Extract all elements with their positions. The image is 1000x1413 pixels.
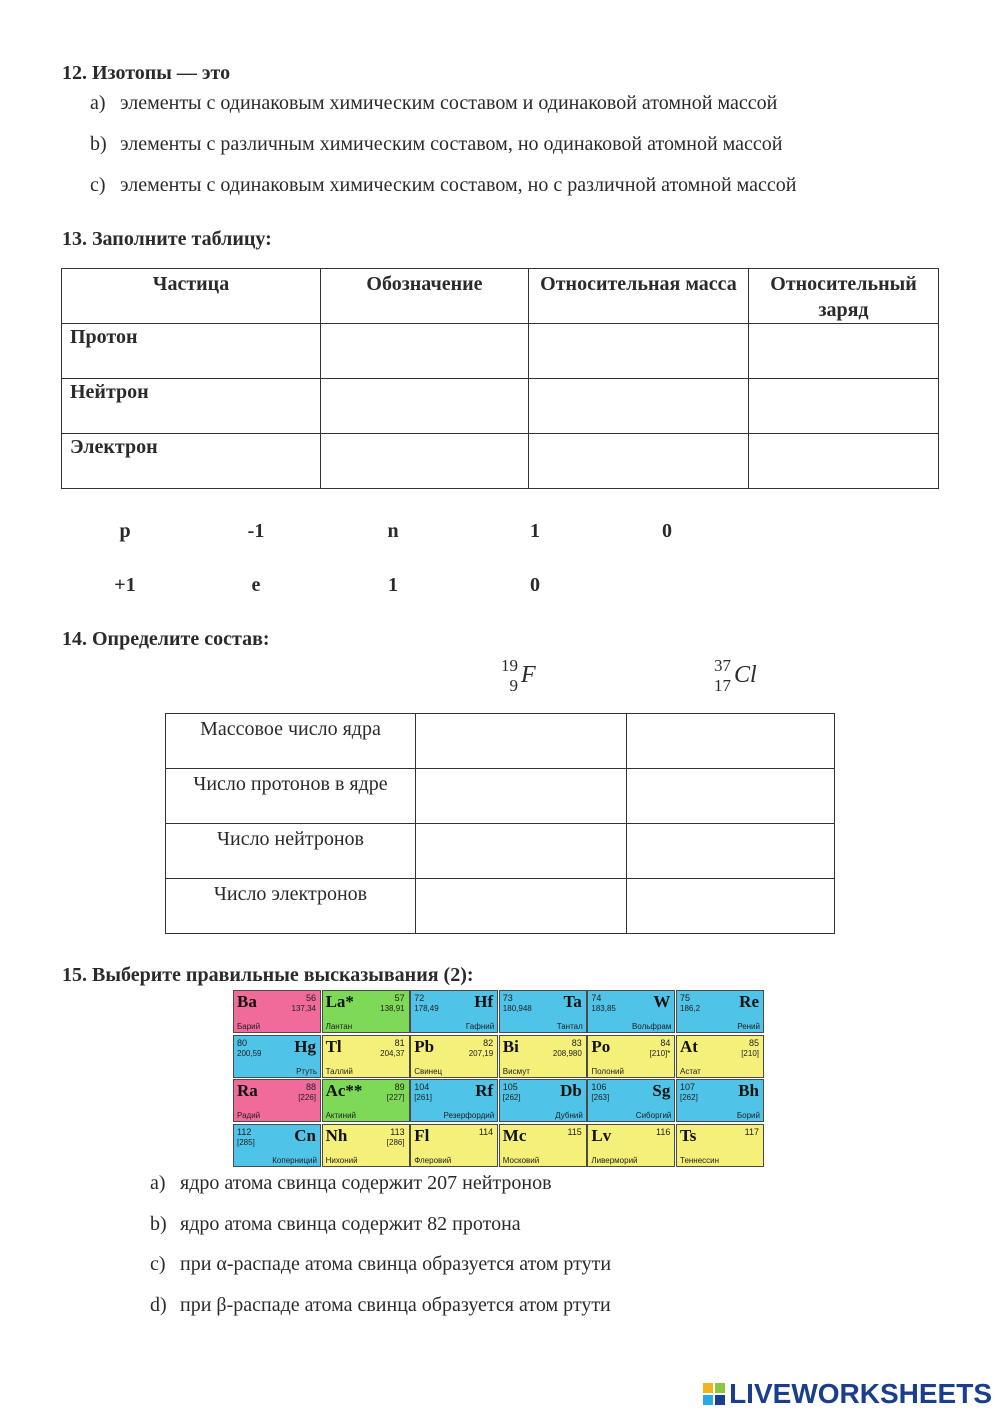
element-symbol: Fl xyxy=(414,1125,430,1145)
element-mass: 183,85 xyxy=(591,1004,616,1013)
element-mass: [227] xyxy=(386,1093,405,1102)
element-number: 82 xyxy=(483,1037,494,1048)
row-label-electrons: Число электронов xyxy=(166,879,416,934)
element-symbol: Ba xyxy=(237,992,257,1011)
element-symbol: Ra xyxy=(237,1081,258,1100)
answer-cell[interactable] xyxy=(529,324,749,379)
element-cell xyxy=(587,1035,675,1078)
element-number: 56 xyxy=(305,993,316,1003)
option-letter: c) xyxy=(90,174,106,196)
answer-cell[interactable] xyxy=(416,824,627,879)
element-symbol: Po xyxy=(591,1036,611,1056)
element-cell xyxy=(322,1124,410,1167)
element-number: 105 xyxy=(502,1082,518,1092)
element-name: Ливерморий xyxy=(591,1155,638,1165)
mass-number: 37 xyxy=(714,656,731,675)
header-relative-charge: Относительный заряд xyxy=(749,269,939,324)
q15-option-c[interactable] xyxy=(150,1253,611,1276)
option-letter: a) xyxy=(150,1172,166,1194)
answer-cell[interactable] xyxy=(416,769,627,824)
option-letter: b) xyxy=(90,133,107,155)
element-cell xyxy=(233,1124,321,1167)
element-cell xyxy=(499,1035,587,1078)
element-symbol: Hf xyxy=(474,992,494,1011)
drag-token[interactable]: p xyxy=(119,520,131,542)
element-number: 117 xyxy=(744,1126,759,1137)
isotope-fluorine xyxy=(490,656,560,700)
isotope-chlorine xyxy=(703,656,783,700)
element-name: Вольфрам xyxy=(631,1022,672,1031)
row-label-electron: Электрон xyxy=(62,434,321,489)
element-mass: 186,2 xyxy=(680,1004,701,1013)
element-name: Московий xyxy=(502,1155,540,1165)
element-name: Рений xyxy=(737,1022,760,1031)
element-symbol: Pb xyxy=(414,1036,435,1056)
option-text: элементы с различным химическим составом, но одинаковой атомной массой xyxy=(120,133,783,155)
mass-number: 19 xyxy=(501,656,518,675)
element-cell xyxy=(322,990,410,1033)
element-name: Коперниций xyxy=(272,1155,317,1165)
element-symbol: Ac** xyxy=(325,1081,363,1100)
q12-title: 12. Изотопы — это xyxy=(62,62,231,84)
logo-text: LIVEWORKSHEETS xyxy=(729,1378,992,1409)
element-number: 88 xyxy=(305,1082,316,1092)
element-number: 72 xyxy=(414,993,425,1003)
element-mass: [210] xyxy=(741,1048,759,1058)
element-cell xyxy=(410,990,498,1033)
element-number: 83 xyxy=(571,1037,582,1048)
drag-token[interactable]: +1 xyxy=(114,574,136,596)
element-name: Астат xyxy=(680,1066,701,1076)
row-label-neutron: Нейтрон xyxy=(62,379,321,434)
periodic-table-fragment xyxy=(233,990,765,1168)
element-name: Дубний xyxy=(555,1111,583,1120)
element-symbol: F xyxy=(521,662,536,688)
element-symbol: Db xyxy=(560,1081,582,1100)
element-number: 115 xyxy=(567,1126,582,1137)
element-mass: 178,49 xyxy=(414,1004,439,1013)
element-mass: [210]* xyxy=(649,1048,671,1058)
header-relative-mass: Относительная масса xyxy=(529,269,749,324)
element-symbol: Bi xyxy=(502,1036,519,1056)
header-symbol: Обозначение xyxy=(321,269,529,324)
element-name: Полоний xyxy=(591,1066,624,1076)
element-mass: 204,37 xyxy=(380,1048,405,1058)
element-name: Сиборгий xyxy=(635,1111,672,1120)
logo-icon xyxy=(703,1383,725,1405)
element-symbol: Rf xyxy=(475,1081,494,1100)
element-mass: 207,19 xyxy=(468,1048,494,1058)
element-symbol: At xyxy=(680,1036,698,1056)
q15-option-b[interactable] xyxy=(150,1213,521,1236)
element-name: Борий xyxy=(736,1111,760,1120)
option-text: ядро атома свинца содержит 207 нейтронов xyxy=(180,1172,552,1194)
option-text: элементы с одинаковым химическим составом, но с различной атомной массой xyxy=(120,174,797,196)
option-letter: c) xyxy=(150,1253,166,1275)
element-number: 116 xyxy=(656,1126,671,1137)
element-name: Висмут xyxy=(502,1066,530,1076)
element-cell xyxy=(410,1079,498,1122)
element-name: Лантан xyxy=(325,1022,353,1031)
element-symbol: Lv xyxy=(591,1125,612,1145)
element-number: 112 xyxy=(237,1126,252,1137)
row-label-protons: Число протонов в ядре xyxy=(166,769,416,824)
atomic-number: 9 xyxy=(509,676,518,695)
row-label-proton: Протон xyxy=(62,324,321,379)
element-number: 73 xyxy=(502,993,513,1003)
element-symbol: Ta xyxy=(563,992,582,1011)
drag-token[interactable]: 1 xyxy=(388,574,398,596)
element-cell xyxy=(676,1124,764,1167)
element-symbol: Hg xyxy=(294,1036,316,1056)
answer-cell[interactable] xyxy=(749,379,939,434)
element-number: 114 xyxy=(478,1126,494,1137)
header-particle: Частица xyxy=(62,269,321,324)
option-text: ядро атома свинца содержит 82 протона xyxy=(180,1213,521,1235)
row-label-mass-number: Массовое число ядра xyxy=(166,714,416,769)
element-mass: 200,59 xyxy=(237,1048,262,1058)
drag-token[interactable]: 0 xyxy=(662,520,672,542)
element-cell xyxy=(499,1079,587,1122)
element-cell xyxy=(322,1079,410,1122)
element-cell xyxy=(676,1035,764,1078)
element-cell xyxy=(499,990,587,1033)
drag-token[interactable]: -1 xyxy=(247,520,265,542)
drag-token[interactable]: n xyxy=(387,520,399,542)
element-name: Актиний xyxy=(325,1111,357,1120)
answer-cell[interactable] xyxy=(529,379,749,434)
answer-cell[interactable] xyxy=(321,324,529,379)
element-symbol: Sg xyxy=(652,1081,671,1100)
element-number: 57 xyxy=(394,993,405,1003)
element-mass: 138,91 xyxy=(380,1004,405,1013)
element-name: Гафний xyxy=(465,1022,495,1031)
element-cell xyxy=(676,990,764,1033)
element-number: 107 xyxy=(680,1082,696,1092)
option-text: при β-распаде атома свинца образуется атом ртути xyxy=(180,1294,611,1316)
element-symbol: Cl xyxy=(734,662,757,688)
element-name: Ртуть xyxy=(296,1066,317,1076)
answer-cell[interactable] xyxy=(627,769,835,824)
option-text: при α-распаде атома свинца образуется атом ртути xyxy=(180,1253,612,1275)
element-name: Тантал xyxy=(556,1022,583,1031)
element-mass: [262] xyxy=(502,1093,521,1102)
drag-token[interactable]: 0 xyxy=(530,574,540,596)
answer-cell[interactable] xyxy=(321,434,529,489)
answer-cell[interactable] xyxy=(627,879,835,934)
element-symbol: Nh xyxy=(325,1125,348,1145)
option-letter: d) xyxy=(150,1294,167,1316)
answer-cell[interactable] xyxy=(416,879,627,934)
element-symbol: Re xyxy=(739,992,759,1011)
element-cell xyxy=(410,1035,498,1078)
element-name: Флеровий xyxy=(414,1155,452,1165)
element-cell xyxy=(233,990,321,1033)
atomic-number: 17 xyxy=(714,676,731,695)
element-symbol: La* xyxy=(325,992,354,1011)
element-number: 104 xyxy=(414,1082,430,1092)
element-symbol: W xyxy=(653,992,671,1011)
element-mass: [263] xyxy=(591,1093,610,1102)
q14-title: 14. Определите состав: xyxy=(62,628,270,650)
q12-option-b[interactable] xyxy=(90,133,783,156)
option-letter: b) xyxy=(150,1213,167,1235)
liveworksheets-logo xyxy=(703,1378,992,1410)
element-number: 80 xyxy=(237,1037,248,1048)
option-letter: a) xyxy=(90,92,106,114)
element-number: 85 xyxy=(748,1037,759,1048)
answer-cell[interactable] xyxy=(627,714,835,769)
q12-option-c[interactable] xyxy=(90,174,797,197)
q13-title: 13. Заполните таблицу: xyxy=(62,228,272,250)
element-cell xyxy=(233,1079,321,1122)
element-number: 106 xyxy=(591,1082,607,1092)
q15-option-d[interactable] xyxy=(150,1294,611,1317)
drag-token[interactable]: 1 xyxy=(530,520,540,542)
row-label-neutrons: Число нейтронов xyxy=(166,824,416,879)
element-number: 113 xyxy=(390,1126,405,1137)
option-text: элементы с одинаковым химическим составом и одинаковой атомной массой xyxy=(120,92,778,114)
element-number: 75 xyxy=(680,993,691,1003)
particle-table xyxy=(61,268,939,489)
element-cell xyxy=(410,1124,498,1167)
element-cell xyxy=(322,1035,410,1078)
element-mass: [261] xyxy=(414,1093,432,1102)
element-cell xyxy=(233,1035,321,1078)
element-name: Резерфордий xyxy=(443,1111,495,1120)
element-name: Таллий xyxy=(325,1066,353,1076)
element-number: 81 xyxy=(394,1037,405,1048)
element-name: Нихоний xyxy=(325,1155,358,1165)
element-symbol: Bh xyxy=(738,1081,759,1100)
element-mass: 137,34 xyxy=(291,1004,316,1013)
element-number: 74 xyxy=(591,993,602,1003)
q15-title: 15. Выберите правильные высказывания (2): xyxy=(62,964,474,986)
composition-table xyxy=(165,713,835,934)
answer-cell[interactable] xyxy=(749,434,939,489)
element-mass: 180,948 xyxy=(502,1004,532,1013)
answer-cell[interactable] xyxy=(529,434,749,489)
element-number: 84 xyxy=(660,1037,671,1048)
element-mass: [285] xyxy=(237,1137,255,1147)
q12-option-a[interactable] xyxy=(90,92,777,115)
element-mass: [226] xyxy=(298,1093,316,1102)
element-mass: [262] xyxy=(680,1093,698,1102)
element-name: Теннессин xyxy=(680,1155,720,1165)
element-mass: 208,980 xyxy=(552,1048,582,1058)
answer-cell[interactable] xyxy=(627,824,835,879)
q15-option-a[interactable] xyxy=(150,1172,552,1195)
element-number: 89 xyxy=(394,1082,405,1092)
element-mass: [286] xyxy=(386,1137,405,1147)
drag-token[interactable]: e xyxy=(251,574,261,596)
answer-cell[interactable] xyxy=(749,324,939,379)
element-cell xyxy=(587,1124,675,1167)
element-cell xyxy=(587,990,675,1033)
answer-cell[interactable] xyxy=(321,379,529,434)
element-symbol: Tl xyxy=(325,1036,342,1056)
element-cell xyxy=(587,1079,675,1122)
element-symbol: Cn xyxy=(294,1125,316,1145)
element-symbol: Ts xyxy=(680,1125,697,1145)
element-name: Барий xyxy=(237,1022,261,1031)
element-name: Свинец xyxy=(414,1066,443,1076)
answer-cell[interactable] xyxy=(416,714,627,769)
element-symbol: Mc xyxy=(502,1125,527,1145)
element-cell xyxy=(499,1124,587,1167)
element-cell xyxy=(676,1079,764,1122)
element-name: Радий xyxy=(237,1111,261,1120)
